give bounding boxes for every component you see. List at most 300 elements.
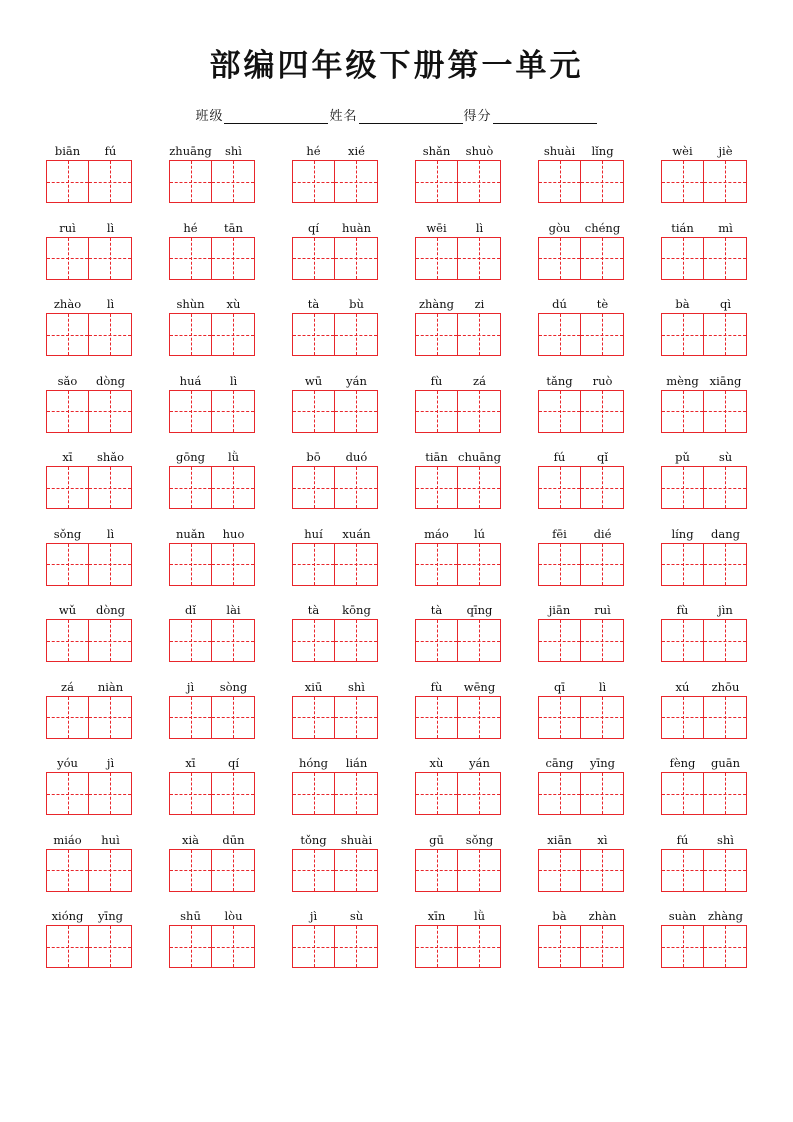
writing-box[interactable] (212, 238, 254, 279)
pinyin-syllable: sǎo (57, 373, 78, 388)
pinyin-syllable: sù (718, 450, 733, 464)
writing-box[interactable] (662, 544, 704, 585)
pinyin-syllable: shū (180, 909, 201, 923)
writing-box[interactable] (416, 314, 458, 355)
writing-box[interactable] (212, 620, 254, 661)
writing-box[interactable] (335, 391, 377, 432)
writing-box[interactable] (170, 467, 212, 508)
writing-box[interactable] (335, 620, 377, 661)
writing-box-pair[interactable] (415, 313, 501, 356)
pinyin-syllable: dú (552, 297, 567, 311)
writing-box[interactable] (89, 161, 131, 202)
writing-box[interactable] (212, 391, 254, 432)
pinyin-syllable: wēng (463, 679, 496, 694)
writing-box-pair[interactable] (661, 696, 747, 739)
writing-box[interactable] (170, 773, 212, 814)
pinyin-cell-group (415, 374, 501, 433)
writing-box[interactable] (335, 926, 377, 967)
pinyin-cell-group (415, 756, 501, 815)
writing-box-pair[interactable] (538, 772, 624, 815)
pinyin-syllable: gū (429, 832, 444, 847)
writing-box-pair[interactable] (46, 696, 132, 739)
writing-box-pair[interactable] (292, 619, 378, 662)
pinyin-syllable: tè (596, 297, 609, 311)
writing-box-pair[interactable] (661, 237, 747, 280)
pinyin-cell-group (538, 374, 624, 433)
name-label: 姓名 (329, 109, 358, 124)
writing-box[interactable] (662, 314, 704, 355)
writing-box[interactable] (47, 238, 89, 279)
pinyin-labels (538, 680, 624, 696)
writing-box[interactable] (89, 238, 131, 279)
writing-box[interactable] (704, 161, 746, 202)
pinyin-cell-group (415, 603, 501, 662)
writing-box[interactable] (581, 544, 623, 585)
writing-box[interactable] (539, 238, 581, 279)
writing-box[interactable] (212, 697, 254, 738)
writing-box[interactable] (89, 773, 131, 814)
writing-box[interactable] (47, 467, 89, 508)
pinyin-syllable: chéng (584, 220, 621, 235)
pinyin-syllable: lǐng (591, 144, 614, 158)
pinyin-syllable: shǎn (422, 144, 451, 158)
pinyin-syllable: fēi (552, 526, 567, 541)
pinyin-cell-group (415, 144, 501, 203)
writing-box-pair[interactable] (292, 237, 378, 280)
writing-box[interactable] (416, 467, 458, 508)
writing-box[interactable] (212, 926, 254, 967)
pinyin-labels (538, 221, 624, 237)
writing-box-pair[interactable] (169, 772, 255, 815)
writing-box[interactable] (293, 238, 335, 279)
writing-box-pair[interactable] (292, 849, 378, 892)
writing-box-pair[interactable] (292, 390, 378, 433)
writing-box[interactable] (458, 238, 500, 279)
pinyin-syllable: jìn (718, 603, 733, 617)
pinyin-labels (415, 756, 501, 772)
writing-box-pair[interactable] (538, 619, 624, 662)
writing-box-pair[interactable] (415, 772, 501, 815)
writing-box[interactable] (47, 161, 89, 202)
writing-box[interactable] (335, 544, 377, 585)
writing-box[interactable] (458, 620, 500, 661)
writing-box[interactable] (293, 161, 335, 202)
writing-box[interactable] (458, 850, 500, 891)
writing-box-pair[interactable] (46, 237, 132, 280)
writing-box-pair[interactable] (538, 849, 624, 892)
writing-box-pair[interactable] (169, 313, 255, 356)
writing-box-pair[interactable] (169, 237, 255, 280)
writing-box[interactable] (212, 544, 254, 585)
writing-box-pair[interactable] (169, 696, 255, 739)
writing-box-pair[interactable] (538, 543, 624, 586)
writing-box[interactable] (581, 620, 623, 661)
writing-box[interactable] (704, 544, 746, 585)
writing-box[interactable] (89, 697, 131, 738)
pinyin-labels (46, 221, 132, 237)
writing-box-pair[interactable] (46, 313, 132, 356)
pinyin-labels (661, 374, 747, 390)
writing-box[interactable] (170, 314, 212, 355)
writing-box[interactable] (458, 467, 500, 508)
writing-box[interactable] (47, 697, 89, 738)
writing-box[interactable] (662, 926, 704, 967)
pinyin-syllable: líng (671, 526, 694, 541)
pinyin-cell-group (169, 680, 255, 739)
writing-box[interactable] (416, 773, 458, 814)
writing-box[interactable] (704, 850, 746, 891)
pinyin-cell-group (169, 374, 255, 433)
writing-box[interactable] (335, 314, 377, 355)
writing-box[interactable] (212, 773, 254, 814)
writing-box[interactable] (581, 238, 623, 279)
writing-box[interactable] (293, 544, 335, 585)
writing-box[interactable] (416, 697, 458, 738)
writing-box-pair[interactable] (538, 313, 624, 356)
writing-box-pair[interactable] (661, 543, 747, 586)
pinyin-syllable: qí (227, 756, 240, 770)
writing-box[interactable] (335, 697, 377, 738)
score-blank[interactable] (493, 110, 597, 124)
pinyin-labels (661, 221, 747, 237)
pinyin-syllable: bù (349, 297, 364, 311)
writing-box[interactable] (416, 161, 458, 202)
writing-box[interactable] (89, 620, 131, 661)
pinyin-labels (169, 450, 255, 466)
writing-box[interactable] (539, 161, 581, 202)
writing-box[interactable] (662, 467, 704, 508)
writing-box[interactable] (47, 773, 89, 814)
writing-box[interactable] (212, 314, 254, 355)
writing-box[interactable] (704, 238, 746, 279)
writing-box[interactable] (662, 850, 704, 891)
pinyin-syllable: dūn (222, 832, 245, 847)
writing-box[interactable] (662, 773, 704, 814)
writing-box[interactable] (335, 467, 377, 508)
pinyin-cell-group (538, 680, 624, 739)
class-blank[interactable] (224, 110, 328, 124)
writing-box-pair[interactable] (46, 543, 132, 586)
writing-box[interactable] (539, 620, 581, 661)
pinyin-syllable: sǒng (53, 526, 82, 541)
pinyin-syllable: shuài (543, 144, 576, 158)
writing-box[interactable] (539, 544, 581, 585)
writing-box[interactable] (662, 391, 704, 432)
writing-box-pair[interactable] (169, 849, 255, 892)
writing-box-pair[interactable] (292, 466, 378, 509)
writing-box[interactable] (581, 850, 623, 891)
writing-box[interactable] (458, 697, 500, 738)
writing-box-pair[interactable] (46, 849, 132, 892)
writing-box-pair[interactable] (292, 925, 378, 968)
writing-box[interactable] (539, 391, 581, 432)
writing-box-pair[interactable] (661, 619, 747, 662)
pinyin-syllable: zhàng (707, 909, 744, 923)
pinyin-cell-group (169, 221, 255, 280)
pinyin-syllable: shì (348, 679, 365, 694)
pinyin-cell-group (661, 297, 747, 356)
writing-box[interactable] (212, 467, 254, 508)
pinyin-syllable: shì (225, 144, 242, 158)
pinyin-labels (538, 374, 624, 390)
name-blank[interactable] (359, 110, 463, 124)
writing-box-pair[interactable] (415, 237, 501, 280)
pinyin-labels (538, 144, 624, 160)
pinyin-syllable: dié (593, 526, 612, 541)
pinyin-syllable: zhōu (711, 679, 740, 694)
writing-box[interactable] (170, 161, 212, 202)
writing-box-pair[interactable] (169, 390, 255, 433)
pinyin-syllable: xī (62, 450, 73, 464)
writing-box[interactable] (416, 238, 458, 279)
writing-box[interactable] (47, 391, 89, 432)
writing-box-pair[interactable] (415, 160, 501, 203)
writing-box-pair[interactable] (46, 925, 132, 968)
pinyin-syllable: xīn (427, 909, 446, 923)
writing-box-pair[interactable] (292, 696, 378, 739)
pinyin-cell-group (292, 221, 378, 280)
pinyin-cell-group (415, 297, 501, 356)
writing-box[interactable] (704, 467, 746, 508)
writing-box-pair[interactable] (661, 466, 747, 509)
writing-box-pair[interactable] (169, 466, 255, 509)
pinyin-syllable: suàn (668, 909, 697, 923)
pinyin-labels (169, 527, 255, 543)
pinyin-cell-group (415, 680, 501, 739)
writing-box[interactable] (416, 926, 458, 967)
writing-box-pair[interactable] (46, 390, 132, 433)
writing-box[interactable] (293, 620, 335, 661)
pinyin-syllable: miáo (53, 832, 82, 847)
writing-box-pair[interactable] (538, 466, 624, 509)
pinyin-labels (538, 603, 624, 619)
writing-box-pair[interactable] (292, 313, 378, 356)
worksheet-row (46, 297, 747, 356)
writing-box-pair[interactable] (415, 696, 501, 739)
writing-box[interactable] (293, 697, 335, 738)
writing-box[interactable] (416, 620, 458, 661)
writing-box[interactable] (293, 773, 335, 814)
pinyin-labels (538, 756, 624, 772)
writing-box[interactable] (581, 161, 623, 202)
writing-box[interactable] (170, 926, 212, 967)
writing-box[interactable] (335, 773, 377, 814)
writing-box[interactable] (581, 926, 623, 967)
writing-box[interactable] (662, 161, 704, 202)
writing-box[interactable] (539, 697, 581, 738)
pinyin-labels (292, 833, 378, 849)
writing-box-pair[interactable] (661, 772, 747, 815)
writing-box-pair[interactable] (46, 466, 132, 509)
writing-box-pair[interactable] (292, 543, 378, 586)
writing-box[interactable] (170, 697, 212, 738)
writing-box[interactable] (704, 314, 746, 355)
pinyin-cell-group (169, 297, 255, 356)
writing-box[interactable] (335, 850, 377, 891)
pinyin-syllable: fèng (669, 756, 696, 770)
writing-box-pair[interactable] (46, 772, 132, 815)
pinyin-syllable: qí (307, 220, 320, 235)
pinyin-syllable: lì (106, 220, 115, 235)
writing-box[interactable] (170, 544, 212, 585)
writing-box[interactable] (89, 926, 131, 967)
writing-box[interactable] (293, 926, 335, 967)
writing-box-pair[interactable] (415, 849, 501, 892)
writing-box[interactable] (89, 467, 131, 508)
writing-box[interactable] (170, 850, 212, 891)
pinyin-labels (169, 909, 255, 925)
writing-box[interactable] (212, 850, 254, 891)
writing-box[interactable] (539, 773, 581, 814)
writing-box[interactable] (704, 697, 746, 738)
pinyin-labels (292, 450, 378, 466)
pinyin-syllable: dòng (95, 603, 126, 617)
writing-box[interactable] (170, 238, 212, 279)
writing-box[interactable] (293, 391, 335, 432)
writing-box-pair[interactable] (661, 390, 747, 433)
writing-box-pair[interactable] (538, 237, 624, 280)
writing-box[interactable] (47, 926, 89, 967)
writing-box[interactable] (47, 850, 89, 891)
pinyin-syllable: ruò (592, 373, 613, 388)
pinyin-syllable: zhàng (418, 297, 455, 311)
pinyin-syllable: sǒng (465, 832, 494, 847)
pinyin-syllable: fù (430, 679, 443, 694)
writing-box-pair[interactable] (46, 160, 132, 203)
writing-box[interactable] (458, 161, 500, 202)
writing-box-pair[interactable] (661, 160, 747, 203)
writing-box[interactable] (581, 391, 623, 432)
worksheet-row (46, 221, 747, 280)
writing-box-pair[interactable] (415, 390, 501, 433)
pinyin-syllable: qǐ (596, 450, 609, 464)
writing-box-pair[interactable] (538, 160, 624, 203)
writing-box[interactable] (416, 850, 458, 891)
writing-box[interactable] (47, 314, 89, 355)
writing-box-pair[interactable] (292, 772, 378, 815)
writing-box-pair[interactable] (415, 619, 501, 662)
pinyin-syllable: tián (671, 220, 694, 235)
pinyin-syllable: jiè (718, 144, 733, 158)
pinyin-syllable: hóng (298, 756, 329, 770)
writing-box[interactable] (416, 391, 458, 432)
writing-box[interactable] (212, 161, 254, 202)
pinyin-syllable: sòng (219, 679, 248, 694)
writing-box-pair[interactable] (538, 696, 624, 739)
pinyin-labels (292, 374, 378, 390)
writing-box-pair[interactable] (169, 925, 255, 968)
writing-box[interactable] (581, 773, 623, 814)
writing-box[interactable] (704, 926, 746, 967)
pinyin-syllable: gòu (548, 220, 571, 235)
writing-box-pair[interactable] (415, 466, 501, 509)
writing-box[interactable] (89, 850, 131, 891)
writing-box[interactable] (458, 314, 500, 355)
writing-box[interactable] (89, 391, 131, 432)
pinyin-syllable: xú (675, 679, 690, 694)
writing-box[interactable] (704, 391, 746, 432)
writing-box[interactable] (47, 620, 89, 661)
writing-box[interactable] (89, 544, 131, 585)
writing-box[interactable] (335, 238, 377, 279)
writing-box[interactable] (458, 391, 500, 432)
pinyin-syllable: tān (224, 220, 243, 235)
writing-box[interactable] (581, 467, 623, 508)
writing-box[interactable] (170, 391, 212, 432)
pinyin-labels (46, 450, 132, 466)
pinyin-syllable: yīng (590, 756, 615, 770)
writing-box[interactable] (293, 850, 335, 891)
pinyin-cell-group (415, 221, 501, 280)
writing-box[interactable] (662, 697, 704, 738)
writing-box-pair[interactable] (169, 543, 255, 586)
pinyin-syllable: xī (185, 756, 196, 770)
writing-box[interactable] (662, 238, 704, 279)
writing-box[interactable] (335, 161, 377, 202)
pinyin-labels (292, 527, 378, 543)
writing-box[interactable] (458, 926, 500, 967)
writing-box[interactable] (539, 850, 581, 891)
writing-box[interactable] (47, 544, 89, 585)
pinyin-syllable: hé (183, 220, 198, 235)
pinyin-labels (415, 680, 501, 696)
writing-box[interactable] (539, 314, 581, 355)
writing-box[interactable] (416, 544, 458, 585)
writing-box[interactable] (458, 544, 500, 585)
writing-box[interactable] (170, 620, 212, 661)
writing-box-pair[interactable] (661, 849, 747, 892)
writing-box-pair[interactable] (415, 925, 501, 968)
writing-box[interactable] (704, 773, 746, 814)
writing-box[interactable] (293, 314, 335, 355)
pinyin-labels (661, 603, 747, 619)
writing-box-pair[interactable] (169, 619, 255, 662)
pinyin-syllable: hé (306, 144, 321, 158)
writing-box[interactable] (704, 620, 746, 661)
worksheet-row (46, 680, 747, 739)
pinyin-syllable: niàn (97, 679, 124, 694)
pinyin-syllable: yīng (98, 909, 123, 923)
writing-box-pair[interactable] (415, 543, 501, 586)
writing-box-pair[interactable] (538, 925, 624, 968)
pinyin-labels (538, 297, 624, 313)
pinyin-syllable: qī (553, 679, 566, 694)
writing-box-pair[interactable] (538, 390, 624, 433)
pinyin-cell-group (169, 144, 255, 203)
writing-box[interactable] (539, 467, 581, 508)
pinyin-syllable: guān (710, 756, 741, 770)
writing-box-pair[interactable] (169, 160, 255, 203)
writing-box[interactable] (539, 926, 581, 967)
pinyin-cell-group (661, 603, 747, 662)
writing-box[interactable] (458, 773, 500, 814)
pinyin-cell-group (292, 909, 378, 968)
writing-box-pair[interactable] (661, 925, 747, 968)
pinyin-labels (46, 833, 132, 849)
pinyin-syllable: ruì (594, 603, 611, 617)
writing-box[interactable] (89, 314, 131, 355)
pinyin-syllable: xuán (342, 526, 371, 541)
writing-box-pair[interactable] (292, 160, 378, 203)
writing-box[interactable] (581, 697, 623, 738)
writing-box-pair[interactable] (661, 313, 747, 356)
writing-box-pair[interactable] (46, 619, 132, 662)
pinyin-cell-group (292, 450, 378, 509)
writing-box[interactable] (662, 620, 704, 661)
writing-box[interactable] (581, 314, 623, 355)
pinyin-syllable: zhàn (588, 909, 617, 923)
writing-box[interactable] (293, 467, 335, 508)
